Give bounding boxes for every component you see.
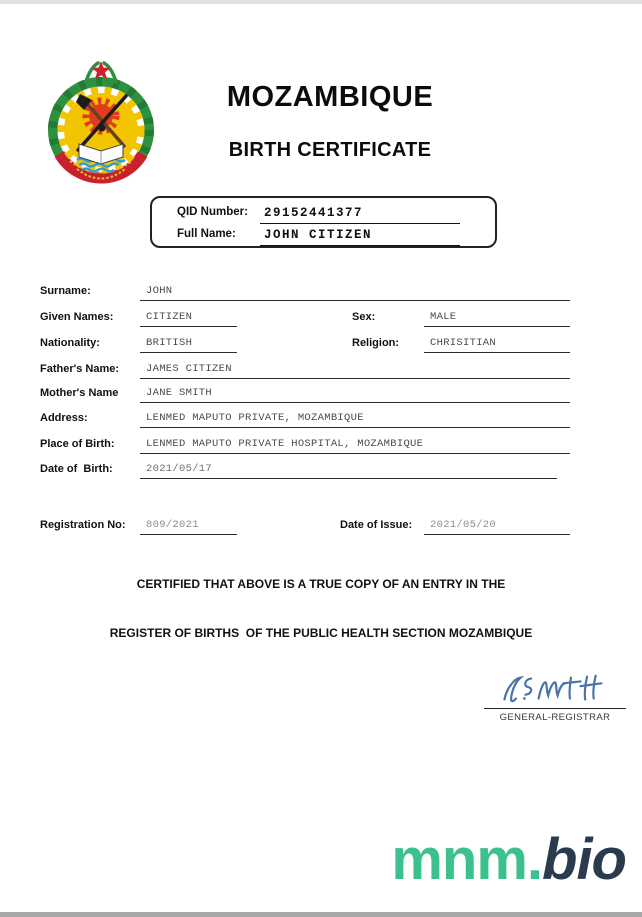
country-title: MOZAMBIQUE [226,81,434,113]
sex-value: MALE [424,310,570,327]
fathers-name-label: Father's Name: [40,363,120,375]
date-of-birth-field [40,462,557,479]
place-of-birth-label: Place of Birth: [40,438,115,450]
document-title: BIRTH CERTIFICATE [228,139,432,161]
mothers-name-field [40,386,570,403]
id-summary-box [150,196,497,248]
date-of-birth-label: Date of Birth: [40,463,113,475]
page-top-border [0,0,642,4]
place-of-birth-field [40,437,570,454]
full-name-label: Full Name: [177,228,236,240]
page-bottom-border [0,912,642,917]
registration-no-value: 809/2021 [140,518,237,535]
address-field [40,411,570,428]
registrar-title: GENERAL-REGISTRAR [499,712,611,723]
surname-label: Surname: [40,285,91,297]
sex-label: Sex: [352,311,376,323]
fathers-name-value: JAMES CITIZEN [140,362,570,379]
religion-field [352,336,570,353]
qid-number-row [177,206,460,224]
qid-number-value: 29152441377 [260,206,460,224]
surname-value: JOHN [140,284,570,301]
certification-statement-line2: REGISTER OF BIRTHS OF THE PUBLIC HEALTH SECTION MOZAMBIQUE [109,626,533,640]
registration-no-label: Registration No: [40,519,126,531]
nationality-value: BRITISH [140,336,237,353]
given-names-label: Given Names: [40,311,114,323]
full-name-row [177,228,460,246]
certification-statement-line1: CERTIFIED THAT ABOVE IS A TRUE COPY OF AN ENTRY IN THE [136,577,506,591]
logo-secondary-text: bio [542,827,626,892]
mothers-name-label: Mother's Name [40,387,119,399]
given-names-value: CITIZEN [140,310,237,327]
fathers-name-field [40,362,570,379]
nationality-field [40,336,237,353]
religion-value: CHRISITIAN [424,336,570,353]
date-of-issue-value: 2021/05/20 [424,518,570,535]
given-names-field [40,310,237,327]
mozambique-coat-of-arms-icon [46,58,156,188]
signature-line [484,708,626,709]
address-label: Address: [40,412,88,424]
date-of-issue-label: Date of Issue: [340,519,413,531]
sex-field [352,310,570,327]
address-value: LENMED MAPUTO PRIVATE, MOZAMBIQUE [140,411,570,428]
date-of-birth-value: 2021/05/17 [140,462,557,479]
logo-primary-text: mnm. [391,827,543,892]
qid-number-label: QID Number: [177,206,248,218]
surname-field [40,284,570,301]
full-name-value: JOHN CITIZEN [260,228,460,246]
registrar-signature-image [498,670,623,708]
place-of-birth-value: LENMED MAPUTO PRIVATE HOSPITAL, MOZAMBIQUE [140,437,570,454]
nationality-label: Nationality: [40,337,100,349]
mnm-bio-logo [391,826,626,893]
date-of-issue-field [340,518,570,535]
registration-no-field [40,518,237,535]
mothers-name-value: JANE SMITH [140,386,570,403]
religion-label: Religion: [352,337,400,349]
